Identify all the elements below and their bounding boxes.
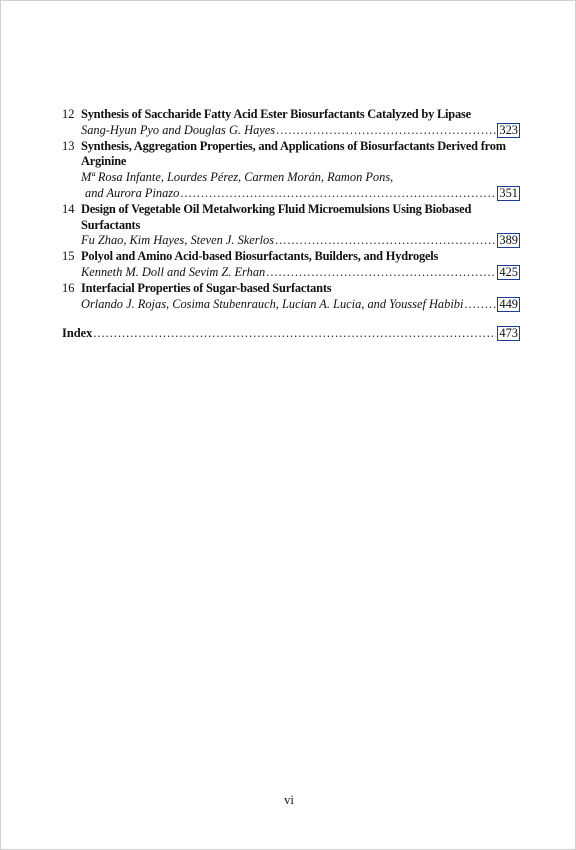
chapter-number: 12 xyxy=(62,107,75,121)
chapter-authors: Fu Zhao, Kim Hayes, Steven J. Skerlos xyxy=(81,233,275,248)
author-line xyxy=(81,265,520,281)
author-line xyxy=(81,186,520,202)
page-link-389[interactable]: 389 xyxy=(499,233,518,248)
chapter-authors: Kenneth M. Doll and Sevim Z. Erhan xyxy=(81,264,266,279)
chapter-title: Synthesis of Saccharide Fatty Acid Ester Biosurfactants Catalyzed by Lipase xyxy=(81,107,471,121)
dot-leader xyxy=(93,326,496,342)
chapter-authors: Orlando J. Rojas, Cosima Stubenrauch, Lucian A. Lucia, and Youssef Habibi xyxy=(81,296,464,311)
page-link-351[interactable]: 351 xyxy=(499,185,518,200)
chapter-authors-continued: and Aurora Pinazo xyxy=(85,185,180,200)
dot-leader xyxy=(180,186,496,202)
toc-entry-15 xyxy=(62,249,520,281)
chapter-number: 15 xyxy=(62,249,75,264)
toc-entry-13 xyxy=(62,139,520,202)
index-label: Index xyxy=(62,326,93,341)
chapter-number: 16 xyxy=(62,280,75,295)
page-number: vi xyxy=(284,793,294,807)
chapter-number: 13 xyxy=(62,138,75,153)
author-line xyxy=(81,123,520,139)
page-link-473[interactable]: 473 xyxy=(499,326,518,341)
dot-leader xyxy=(266,265,496,281)
chapter-number: 14 xyxy=(62,201,75,216)
dot-leader xyxy=(275,233,496,249)
chapter-title: Polyol and Amino Acid-based Biosurfactants, Builders, and Hydrogels xyxy=(81,249,439,264)
author-line xyxy=(81,233,520,249)
author-line xyxy=(81,170,520,186)
toc-entry-14 xyxy=(62,202,520,249)
chapter-title: Design of Vegetable Oil Metalworking Fluid Microemulsions Using Biobased Surfactants xyxy=(81,201,472,232)
page-link-323[interactable]: 323 xyxy=(499,122,518,137)
chapter-title: Synthesis, Aggregation Properties, and Applications of Biosurfactants Derived from Arginine xyxy=(81,138,506,169)
dot-leader xyxy=(464,297,496,313)
toc-index-entry xyxy=(62,326,520,342)
table-of-contents xyxy=(62,107,520,342)
author-line xyxy=(81,297,520,313)
page-link-449[interactable]: 449 xyxy=(499,296,518,311)
chapter-authors: Mª Rosa Infante, Lourdes Pérez, Carmen Morán, Ramon Pons, xyxy=(81,170,394,185)
dot-leader xyxy=(276,123,496,139)
chapter-title: Interfacial Properties of Sugar-based Surfactants xyxy=(81,280,332,295)
toc-entry-12 xyxy=(62,107,520,139)
chapter-authors: Sang-Hyun Pyo and Douglas G. Hayes xyxy=(81,122,276,137)
page-link-425[interactable]: 425 xyxy=(499,264,518,279)
toc-entry-16 xyxy=(62,281,520,313)
